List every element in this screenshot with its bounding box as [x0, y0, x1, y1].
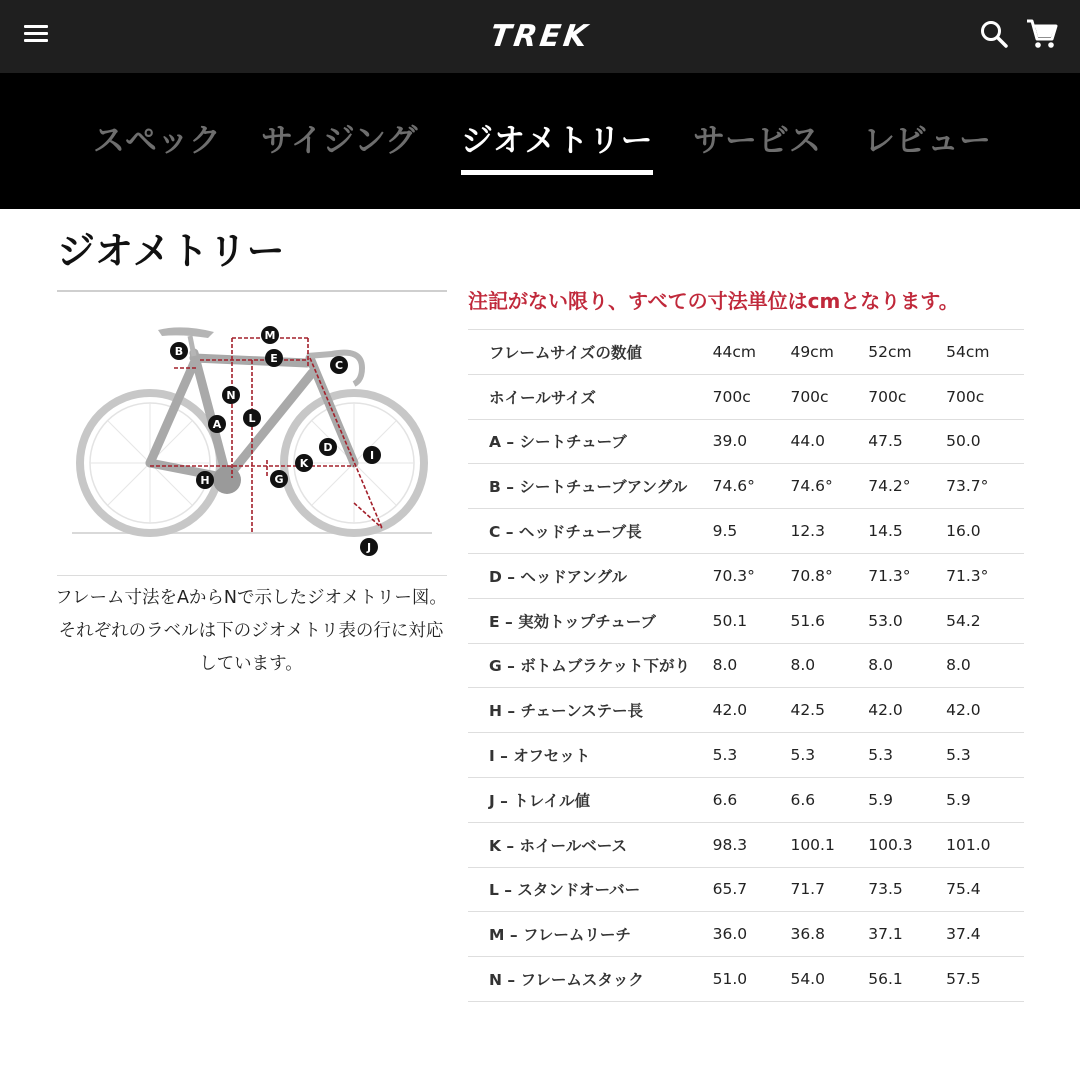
- shopping-cart-icon[interactable]: [1024, 16, 1060, 52]
- diagram-label-G: [270, 470, 288, 488]
- diagram-label-K: [295, 454, 313, 472]
- row-value: 98.3: [713, 822, 791, 867]
- diagram-label-L: [243, 409, 261, 427]
- row-label: K – ホイールベース: [468, 822, 713, 867]
- row-value: 5.3: [713, 733, 791, 778]
- table-row: [468, 643, 1024, 688]
- row-label: E – 実効トップチューブ: [468, 598, 713, 643]
- hamburger-menu-icon[interactable]: [22, 22, 52, 48]
- row-value: 74.6°: [713, 464, 791, 509]
- row-label: B – シートチューブアングル: [468, 464, 713, 509]
- table-row: [468, 374, 1024, 419]
- row-value: 700c: [946, 374, 1024, 419]
- diagram-label-I: [363, 446, 381, 464]
- svg-text:K: K: [299, 457, 309, 470]
- row-label: L – スタンドオーバー: [468, 867, 713, 912]
- diagram-label-A: [208, 415, 226, 433]
- geometry-table: [468, 329, 1024, 1002]
- row-value: 100.3: [868, 822, 946, 867]
- row-value: 36.8: [790, 912, 868, 957]
- row-value: 36.0: [713, 912, 791, 957]
- row-value: 74.2°: [868, 464, 946, 509]
- page-title: ジオメトリー: [57, 229, 285, 273]
- row-value: 73.5: [868, 867, 946, 912]
- row-value: 70.3°: [713, 553, 791, 598]
- row-value: 700c: [868, 374, 946, 419]
- tab-spec[interactable]: スペック: [93, 121, 222, 159]
- row-value: 50.1: [713, 598, 791, 643]
- svg-text:N: N: [226, 389, 236, 402]
- table-row: [468, 509, 1024, 554]
- size-49-header: 49cm: [790, 330, 868, 375]
- row-value: 5.3: [790, 733, 868, 778]
- svg-text:C: C: [334, 359, 344, 372]
- svg-text:E: E: [270, 352, 278, 365]
- svg-text:J: J: [366, 541, 372, 554]
- svg-text:G: G: [274, 473, 284, 486]
- row-label: H – チェーンステー長: [468, 688, 713, 733]
- row-value: 54.2: [946, 598, 1024, 643]
- row-value: 14.5: [868, 509, 946, 554]
- diagram-caption: フレーム寸法をAからNで示したジオメトリー図。それぞれのラベルは下のジオメトリ表の行に対応しています。: [55, 588, 447, 674]
- row-value: 56.1: [868, 957, 946, 1002]
- row-value: 8.0: [713, 643, 791, 688]
- row-value: 8.0: [946, 643, 1024, 688]
- row-value: 53.0: [868, 598, 946, 643]
- row-value: 44.0: [790, 419, 868, 464]
- tab-service[interactable]: サービス: [693, 121, 822, 159]
- row-value: 54.0: [790, 957, 868, 1002]
- tab-review[interactable]: レビュー: [863, 121, 992, 159]
- row-value: 12.3: [790, 509, 868, 554]
- table-row: [468, 733, 1024, 778]
- diagram-label-J: [360, 538, 378, 556]
- row-value: 8.0: [790, 643, 868, 688]
- row-value: 8.0: [868, 643, 946, 688]
- row-label: D – ヘッドアングル: [468, 553, 713, 598]
- row-label: G – ボトムブラケット下がり: [468, 643, 713, 688]
- table-header-row: [468, 330, 1024, 375]
- row-label: A – シートチューブ: [468, 419, 713, 464]
- row-value: 51.6: [790, 598, 868, 643]
- svg-text:M: M: [264, 329, 276, 342]
- row-value: 6.6: [713, 777, 791, 822]
- row-value: 42.0: [713, 688, 791, 733]
- row-label: N – フレームスタック: [468, 957, 713, 1002]
- row-value: 37.1: [868, 912, 946, 957]
- divider: [57, 575, 447, 576]
- diagram-label-M: [261, 326, 279, 344]
- divider: [57, 290, 447, 292]
- diagram-label-N: [222, 386, 240, 404]
- row-label: M – フレームリーチ: [468, 912, 713, 957]
- table-row: [468, 598, 1024, 643]
- table-row: [468, 912, 1024, 957]
- table-row: [468, 867, 1024, 912]
- row-value: 71.3°: [868, 553, 946, 598]
- row-value: 74.6°: [790, 464, 868, 509]
- tab-geometry[interactable]: ジオメトリー: [461, 121, 653, 159]
- row-label: ホイールサイズ: [468, 374, 713, 419]
- geometry-diagram: [62, 318, 442, 563]
- tab-sizing[interactable]: サイジング: [261, 121, 418, 159]
- row-value: 42.0: [946, 688, 1024, 733]
- row-value: 71.3°: [946, 553, 1024, 598]
- table-row: [468, 957, 1024, 1002]
- search-icon[interactable]: [978, 18, 1012, 52]
- row-value: 70.8°: [790, 553, 868, 598]
- size-52-header: 52cm: [868, 330, 946, 375]
- row-value: 5.9: [946, 777, 1024, 822]
- row-value: 42.0: [868, 688, 946, 733]
- table-row: [468, 419, 1024, 464]
- table-row: [468, 688, 1024, 733]
- row-value: 6.6: [790, 777, 868, 822]
- row-value: 75.4: [946, 867, 1024, 912]
- diagram-label-E: [265, 349, 283, 367]
- diagram-label-C: [330, 356, 348, 374]
- row-value: 57.5: [946, 957, 1024, 1002]
- row-value: 73.7°: [946, 464, 1024, 509]
- section-tab-bar: [0, 73, 1080, 209]
- units-note: 注記がない限り、すべての寸法単位はcmとなります。: [468, 289, 959, 313]
- row-value: 47.5: [868, 419, 946, 464]
- row-value: 100.1: [790, 822, 868, 867]
- top-header: [0, 0, 1080, 73]
- svg-text:L: L: [248, 412, 256, 425]
- size-44-header: 44cm: [713, 330, 791, 375]
- row-value: 37.4: [946, 912, 1024, 957]
- table-row: [468, 822, 1024, 867]
- svg-text:D: D: [323, 441, 333, 454]
- table-row: [468, 777, 1024, 822]
- row-value: 9.5: [713, 509, 791, 554]
- row-value: 101.0: [946, 822, 1024, 867]
- row-label: J – トレイル値: [468, 777, 713, 822]
- row-label: C – ヘッドチューブ長: [468, 509, 713, 554]
- row-value: 5.3: [868, 733, 946, 778]
- row-value: 5.9: [868, 777, 946, 822]
- svg-text:A: A: [212, 418, 222, 431]
- row-value: 65.7: [713, 867, 791, 912]
- diagram-label-B: [170, 342, 188, 360]
- diagram-label-H: [196, 471, 214, 489]
- row-value: 50.0: [946, 419, 1024, 464]
- row-value: 16.0: [946, 509, 1024, 554]
- row-value: 700c: [790, 374, 868, 419]
- row-value: 39.0: [713, 419, 791, 464]
- trek-logo[interactable]: TREK: [487, 19, 593, 54]
- table-row: [468, 464, 1024, 509]
- row-value: 700c: [713, 374, 791, 419]
- table-header-label: フレームサイズの数値: [468, 330, 713, 375]
- row-label: I – オフセット: [468, 733, 713, 778]
- svg-text:B: B: [174, 345, 184, 358]
- row-value: 42.5: [790, 688, 868, 733]
- svg-text:I: I: [369, 449, 375, 462]
- diagram-label-D: [319, 438, 337, 456]
- table-row: [468, 553, 1024, 598]
- row-value: 5.3: [946, 733, 1024, 778]
- svg-text:H: H: [200, 474, 210, 487]
- row-value: 51.0: [713, 957, 791, 1002]
- row-value: 71.7: [790, 867, 868, 912]
- size-54-header: 54cm: [946, 330, 1024, 375]
